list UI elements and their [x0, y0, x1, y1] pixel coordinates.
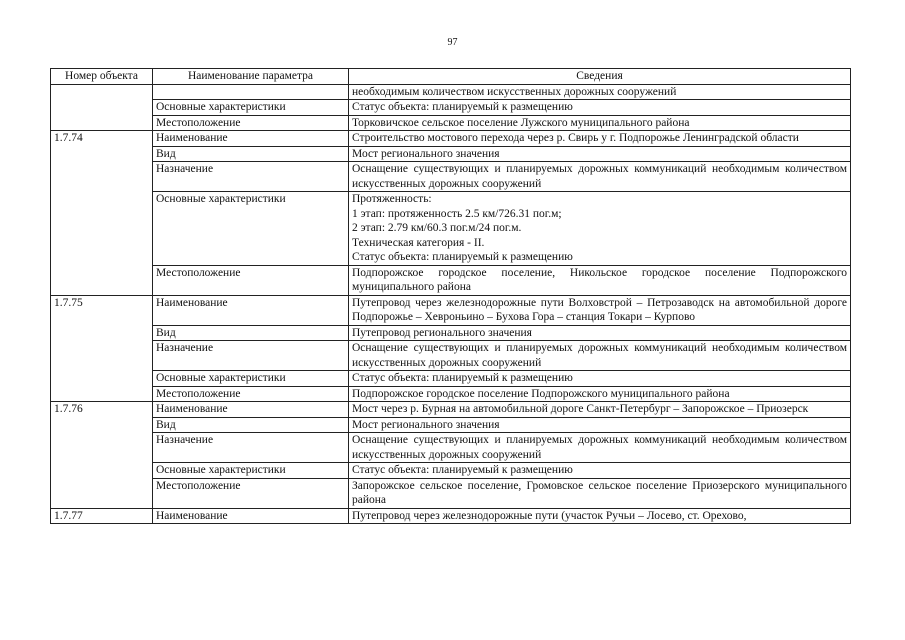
table-row — [51, 84, 851, 100]
cell-object-number — [51, 162, 153, 192]
table-row — [51, 417, 851, 433]
cell-parameter-name: Наименование — [153, 508, 349, 524]
details-line: необходимым количеством искусственных дорожных сооружений — [352, 85, 677, 98]
table-row — [51, 341, 851, 371]
cell-details — [349, 100, 851, 116]
details-line: Торковичское сельское поселение Лужского муниципального района — [352, 116, 690, 129]
details-line: Запорожское сельское поселение, Громовское сельское поселение Приозерского муниципального района — [352, 479, 847, 506]
cell-parameter-name: Основные характеристики — [153, 463, 349, 479]
details-line: Техническая категория - II. — [352, 236, 485, 249]
cell-parameter-name: Основные характеристики — [153, 100, 349, 116]
cell-object-number — [51, 386, 153, 402]
table-row — [51, 325, 851, 341]
cell-object-number — [51, 84, 153, 100]
table-row — [51, 115, 851, 131]
details-line: Подпорожское городское поселение, Никольское городское поселение Подпорожского муниципального района — [352, 266, 847, 293]
cell-object-number — [51, 100, 153, 116]
table-header-row — [51, 69, 851, 85]
cell-parameter-name: Основные характеристики — [153, 192, 349, 266]
cell-object-number — [51, 265, 153, 295]
cell-parameter-name: Наименование — [153, 402, 349, 418]
cell-details — [349, 265, 851, 295]
cell-details — [349, 295, 851, 325]
table-row — [51, 192, 851, 266]
details-line: Путепровод через железнодорожные пути Волховстрой – Петрозаводск на автомобильной дороге Подпорожье – Хевроньино – Бухова Гора – станция Токари – Курпово — [352, 296, 847, 323]
cell-details — [349, 192, 851, 266]
details-line: 2 этап: 2.79 км/60.3 пог.м/24 пог.м. — [352, 222, 522, 234]
cell-details — [349, 508, 851, 524]
details-line: Путепровод через железнодорожные пути (участок Ручьи – Лосево, ст. Орехово, — [352, 509, 747, 522]
cell-details — [349, 417, 851, 433]
cell-details — [349, 371, 851, 387]
table-row — [51, 265, 851, 295]
cell-details — [349, 386, 851, 402]
table-row — [51, 508, 851, 524]
cell-details — [349, 402, 851, 418]
cell-object-number — [51, 192, 153, 266]
details-line: Оснащение существующих и планируемых дорожных коммуникаций необходимым количеством искусственных дорожных сооружений — [352, 434, 847, 461]
cell-object-number: 1.7.76 — [51, 402, 153, 418]
cell-details — [349, 325, 851, 341]
details-line: Мост регионального значения — [352, 147, 500, 160]
table-row — [51, 371, 851, 387]
parameters-table — [50, 68, 851, 524]
cell-parameter-name: Назначение — [153, 433, 349, 463]
details-line: Оснащение существующих и планируемых дорожных коммуникаций необходимым количеством искусственных дорожных сооружений — [352, 342, 847, 369]
cell-object-number — [51, 115, 153, 131]
table-row — [51, 386, 851, 402]
cell-details — [349, 463, 851, 479]
table-row — [51, 433, 851, 463]
cell-parameter-name: Наименование — [153, 295, 349, 325]
cell-parameter-name: Вид — [153, 325, 349, 341]
cell-object-number: 1.7.74 — [51, 131, 153, 147]
table-row — [51, 146, 851, 162]
cell-parameter-name: Местоположение — [153, 386, 349, 402]
table-row — [51, 478, 851, 508]
cell-object-number: 1.7.75 — [51, 295, 153, 325]
cell-object-number — [51, 371, 153, 387]
cell-object-number: 1.7.77 — [51, 508, 153, 524]
table-row — [51, 463, 851, 479]
cell-parameter-name — [153, 84, 349, 100]
header-details: Сведения — [349, 69, 851, 85]
cell-details — [349, 146, 851, 162]
cell-parameter-name: Наименование — [153, 131, 349, 147]
table-row — [51, 402, 851, 418]
details-line: Подпорожское городское поселение Подпорожского муниципального района — [352, 387, 730, 400]
details-line: Статус объекта: планируемый к размещению — [352, 101, 573, 113]
details-line: Мост регионального значения — [352, 418, 500, 431]
table-body — [51, 84, 851, 524]
cell-object-number — [51, 146, 153, 162]
page-number: 97 — [447, 37, 458, 48]
details-line: Статус объекта: планируемый к размещению — [352, 372, 573, 384]
cell-details — [349, 341, 851, 371]
cell-details — [349, 84, 851, 100]
cell-parameter-name: Местоположение — [153, 115, 349, 131]
cell-object-number — [51, 325, 153, 341]
cell-object-number — [51, 478, 153, 508]
cell-parameter-name: Местоположение — [153, 478, 349, 508]
cell-object-number — [51, 417, 153, 433]
details-line: Строительство мостового перехода через р. Свирь у г. Подпорожье Ленинградской области — [352, 132, 799, 144]
cell-parameter-name: Назначение — [153, 162, 349, 192]
cell-parameter-name: Основные характеристики — [153, 371, 349, 387]
details-line: Путепровод регионального значения — [352, 326, 532, 339]
cell-object-number — [51, 463, 153, 479]
cell-parameter-name: Местоположение — [153, 265, 349, 295]
cell-details — [349, 433, 851, 463]
cell-object-number — [51, 433, 153, 463]
cell-parameter-name: Вид — [153, 417, 349, 433]
table-row — [51, 100, 851, 116]
header-object-number: Номер объекта — [51, 69, 153, 85]
cell-object-number — [51, 341, 153, 371]
cell-details — [349, 115, 851, 131]
details-line: 1 этап: протяженность 2.5 км/726.31 пог.м; — [352, 207, 562, 220]
details-line: Протяженность: — [352, 193, 432, 205]
details-line: Мост через р. Бурная на автомобильной дороге Санкт-Петербург – Запорожское – Приозерск — [352, 403, 809, 415]
details-line: Статус объекта: планируемый к размещению — [352, 251, 573, 263]
cell-parameter-name: Вид — [153, 146, 349, 162]
cell-details — [349, 478, 851, 508]
table-row — [51, 295, 851, 325]
cell-parameter-name: Назначение — [153, 341, 349, 371]
cell-details — [349, 131, 851, 147]
details-line: Оснащение существующих и планируемых дорожных коммуникаций необходимым количеством искусственных дорожных сооружений — [352, 163, 847, 190]
cell-details — [349, 162, 851, 192]
table-row — [51, 131, 851, 147]
table-row — [51, 162, 851, 192]
header-parameter-name: Наименование параметра — [153, 69, 349, 85]
details-line: Статус объекта: планируемый к размещению — [352, 464, 573, 476]
